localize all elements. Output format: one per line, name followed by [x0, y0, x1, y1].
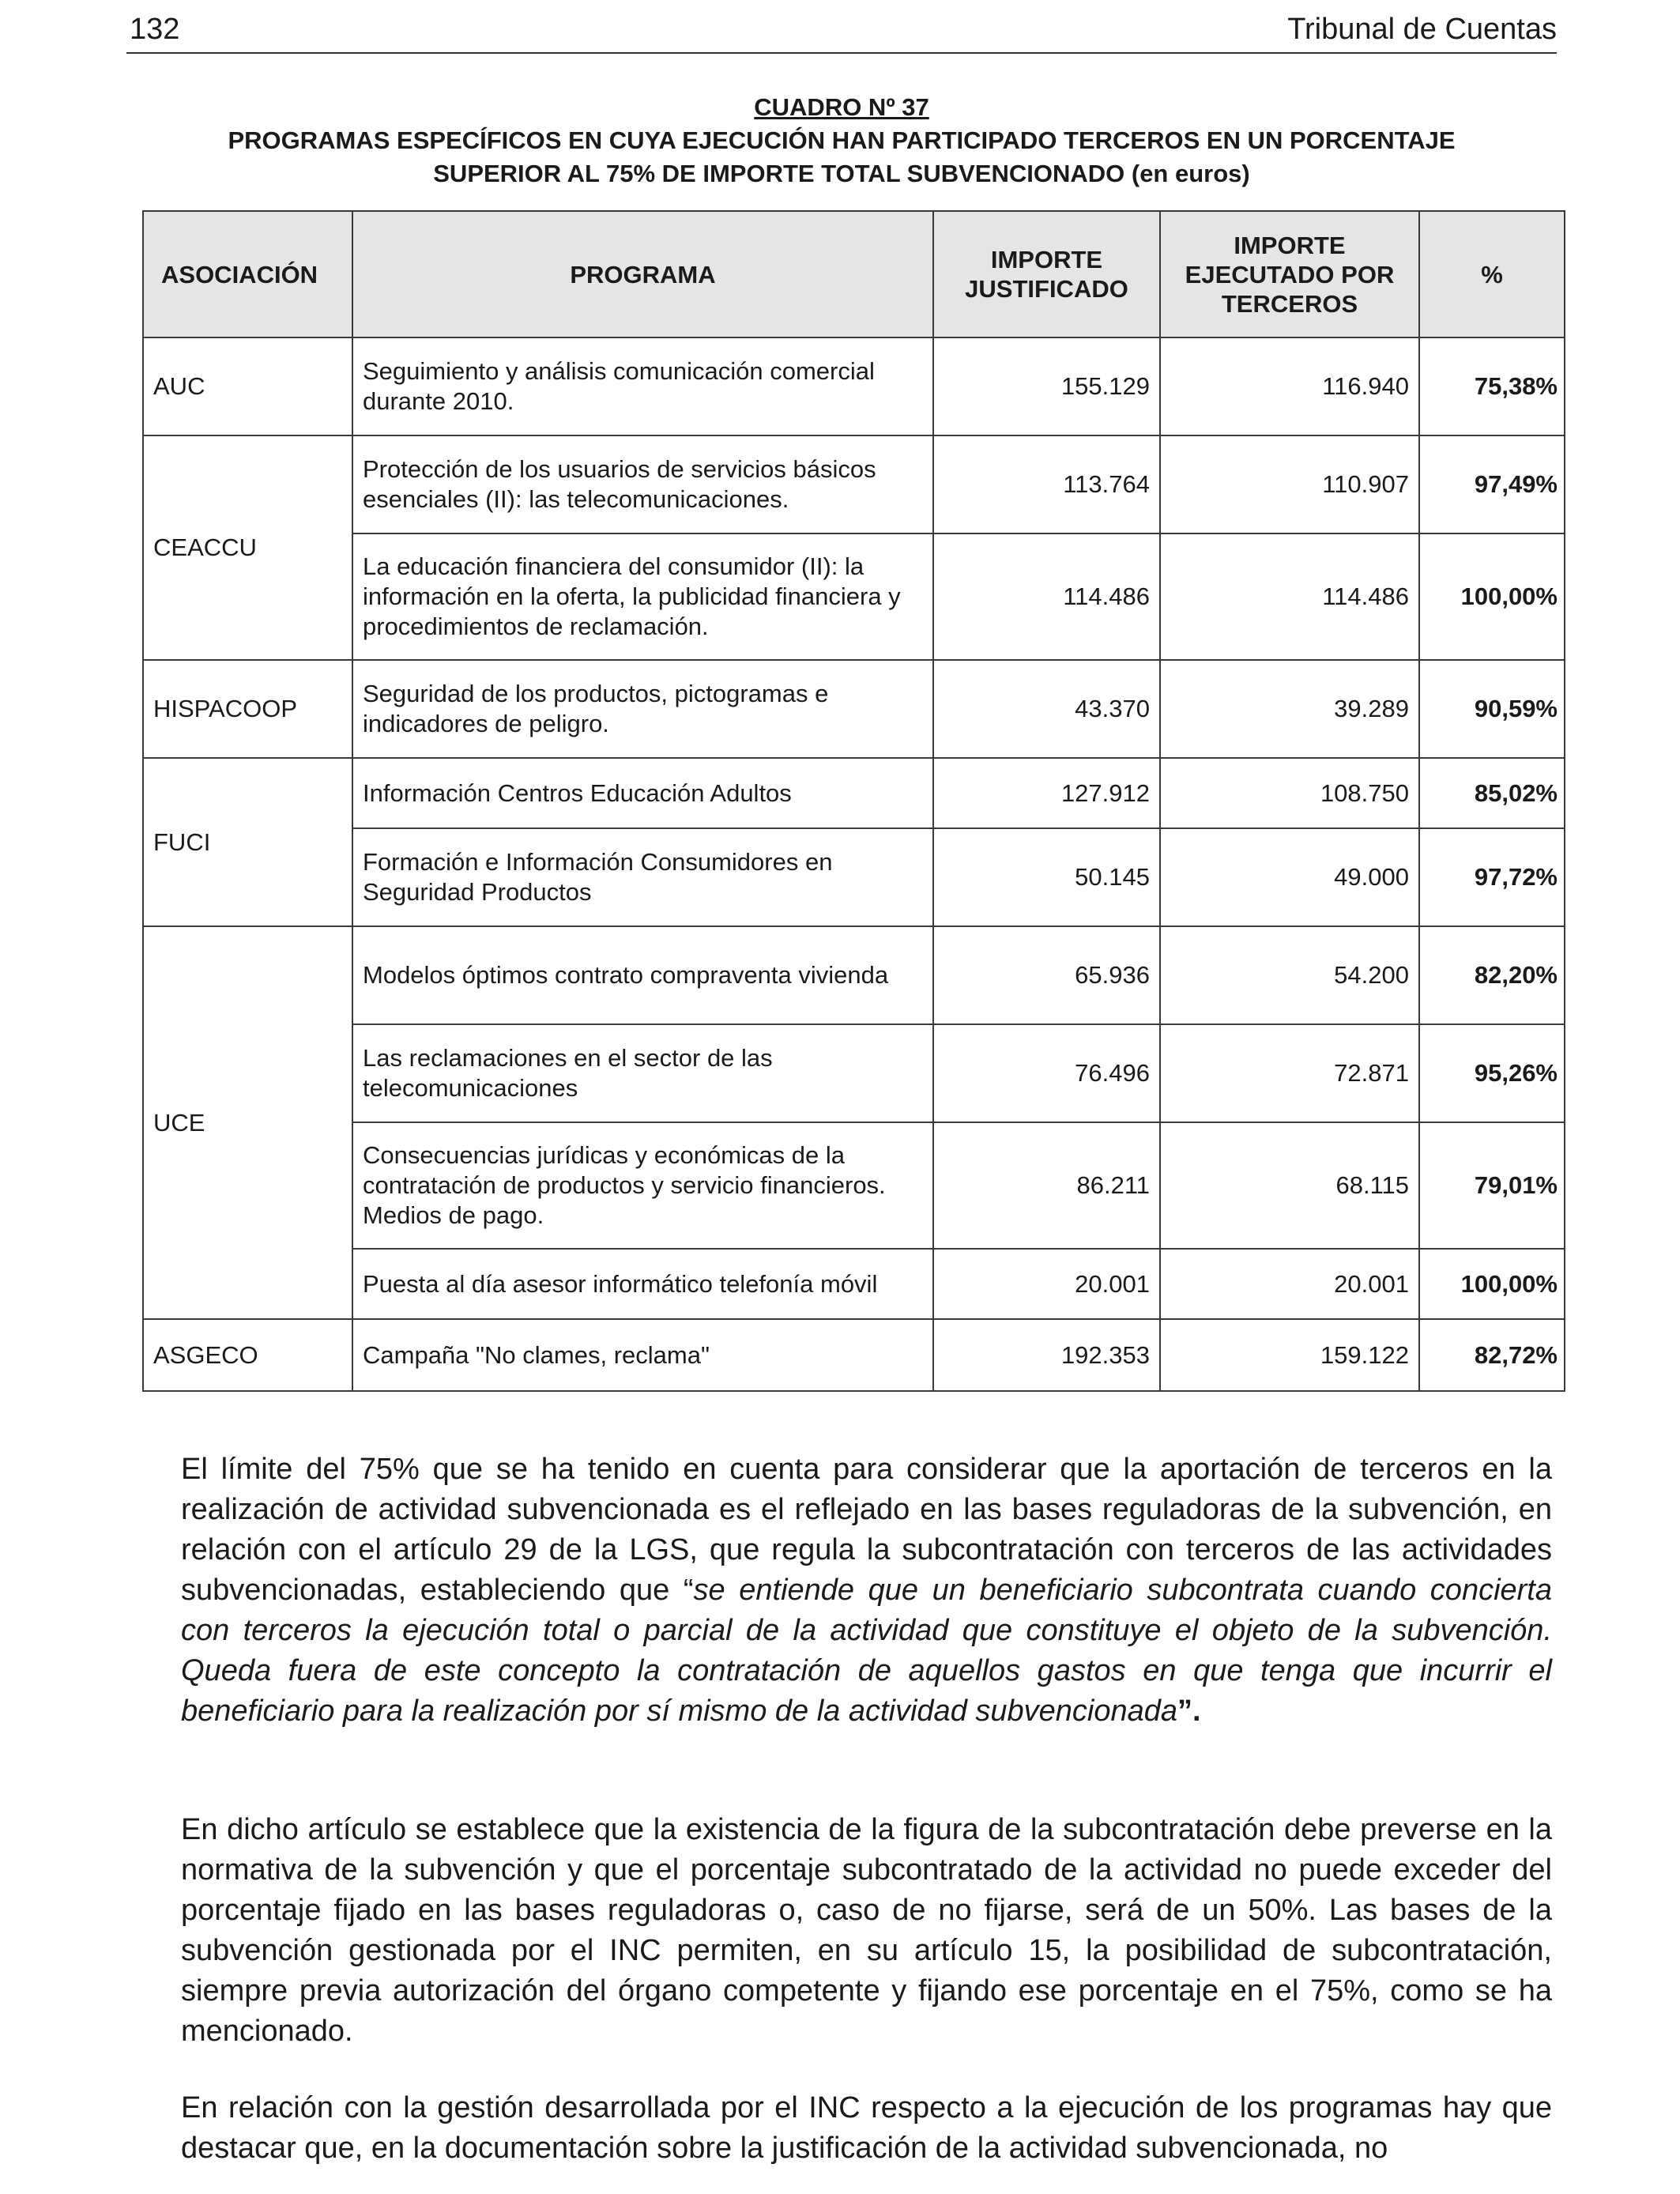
page-header: [126, 6, 1557, 54]
cell-programa: Consecuencias jurídicas y económicas de la contratación de productos y servicio financieros. Medios de pago.: [352, 1122, 933, 1249]
subsidy-table: [142, 210, 1565, 1392]
header-importe-ejecutado: IMPORTE EJECUTADO POR TERCEROS: [1160, 211, 1419, 337]
paragraph-1-intro: El límite del 75% que se ha tenido en cuenta para considerar que la aportación de terceros en la realización de actividad subvencionada es el reflejado en las bases reguladoras de la subvención, en relación con el artículo 29 de la LGS, que regula la subcontratación con terceros de las actividades subvencionadas, estableciendo que “: [181, 1453, 1552, 1607]
cell-importe-justificado: 127.912: [933, 758, 1160, 828]
cell-importe-ejecutado: 39.289: [1160, 660, 1419, 758]
table-row: [143, 828, 1565, 926]
table-row: [143, 660, 1565, 758]
cell-importe-justificado: 192.353: [933, 1319, 1160, 1391]
table-number: CUADRO Nº 37: [754, 93, 929, 121]
cell-importe-ejecutado: 114.486: [1160, 533, 1419, 660]
cell-importe-justificado: 50.145: [933, 828, 1160, 926]
cell-porcentaje: 82,72%: [1419, 1319, 1565, 1391]
header-porcentaje: %: [1419, 211, 1565, 337]
cell-porcentaje: 100,00%: [1419, 533, 1565, 660]
cell-importe-ejecutado: 20.001: [1160, 1249, 1419, 1319]
cell-importe-ejecutado: 110.907: [1160, 435, 1419, 533]
cell-porcentaje: 90,59%: [1419, 660, 1565, 758]
cell-importe-ejecutado: 49.000: [1160, 828, 1419, 926]
table-row: [143, 926, 1565, 1024]
cell-importe-ejecutado: 159.122: [1160, 1319, 1419, 1391]
cell-porcentaje: 85,02%: [1419, 758, 1565, 828]
cell-porcentaje: 100,00%: [1419, 1249, 1565, 1319]
cell-importe-ejecutado: 116.940: [1160, 337, 1419, 435]
table-row: [143, 435, 1565, 533]
cell-importe-justificado: 20.001: [933, 1249, 1160, 1319]
table-header-row: [143, 211, 1565, 337]
cell-asociacion: CEACCU: [143, 435, 352, 660]
cell-asociacion: ASGECO: [143, 1319, 352, 1391]
paragraph-subcontracting-limit: [181, 1449, 1552, 1732]
cell-porcentaje: 75,38%: [1419, 337, 1565, 435]
cell-programa: Seguridad de los productos, pictogramas e indicadores de peligro.: [352, 660, 933, 758]
cell-programa: Las reclamaciones en el sector de las telecomunicaciones: [352, 1024, 933, 1122]
cell-porcentaje: 97,72%: [1419, 828, 1565, 926]
cell-asociacion: UCE: [143, 926, 352, 1319]
cell-importe-justificado: 76.496: [933, 1024, 1160, 1122]
running-title: Tribunal de Cuentas: [1287, 13, 1557, 46]
table-row: [143, 758, 1565, 828]
table-title-line-2: SUPERIOR AL 75% DE IMPORTE TOTAL SUBVENCIONADO (en euros): [433, 160, 1250, 187]
cell-porcentaje: 97,49%: [1419, 435, 1565, 533]
legal-quote: se entiende que un beneficiario subcontrata cuando concierta con terceros la ejecución total o parcial de la actividad que constituye el objeto de la subvención. Queda fuera de este concepto la contratación de aquellos gastos en que tenga que incurrir el beneficiario para la realización por sí mismo de la actividad subvencionada: [181, 1574, 1552, 1728]
cell-programa: La educación financiera del consumidor (II): la información en la oferta, la publicidad financiera y procedimientos de reclamación.: [352, 533, 933, 660]
cell-importe-justificado: 114.486: [933, 533, 1160, 660]
cell-programa: Campaña "No clames, reclama": [352, 1319, 933, 1391]
paragraph-inc-management: En relación con la gestión desarrollada por el INC respecto a la ejecución de los programas hay que destacar que, en la documentación sobre la justificación de la actividad subvencionada, no: [181, 2091, 1552, 2165]
table-row: [143, 533, 1565, 660]
table-row: [143, 1249, 1565, 1319]
cell-porcentaje: 79,01%: [1419, 1122, 1565, 1249]
paragraph-subcontracting-rules: En dicho artículo se establece que la existencia de la figura de la subcontratación debe preverse en la normativa de la subvención y que el porcentaje subcontratado de la actividad no puede exceder del porcentaje fijado en las bases reguladoras o, caso de no fijarse, será de un 50%. Las bases de la subvención gestionada por el INC permiten, en su artículo 15, la posibilidad de subcontratación, siempre previa autorización del órgano competente y fijando ese porcentaje en el 75%, como se ha mencionado.: [181, 1813, 1552, 2048]
cell-importe-ejecutado: 72.871: [1160, 1024, 1419, 1122]
cell-importe-justificado: 43.370: [933, 660, 1160, 758]
table-row: [143, 1319, 1565, 1391]
header-programa: PROGRAMA: [352, 211, 933, 337]
cell-importe-ejecutado: 54.200: [1160, 926, 1419, 1024]
cell-programa: Modelos óptimos contrato compraventa vivienda: [352, 926, 933, 1024]
cell-importe-ejecutado: 68.115: [1160, 1122, 1419, 1249]
header-importe-justificado: IMPORTE JUSTIFICADO: [933, 211, 1160, 337]
table-caption: [126, 91, 1557, 190]
cell-porcentaje: 95,26%: [1419, 1024, 1565, 1122]
paragraph-1-end: ”.: [1177, 1695, 1201, 1728]
header-asociacion: ASOCIACIÓN: [143, 211, 352, 337]
cell-asociacion: AUC: [143, 337, 352, 435]
cell-asociacion: HISPACOOP: [143, 660, 352, 758]
cell-programa: Formación e Información Consumidores en Seguridad Productos: [352, 828, 933, 926]
cell-asociacion: FUCI: [143, 758, 352, 926]
table-row: [143, 1024, 1565, 1122]
table-title-line-1: PROGRAMAS ESPECÍFICOS EN CUYA EJECUCIÓN HAN PARTICIPADO TERCEROS EN UN PORCENTAJE: [228, 126, 1456, 154]
cell-importe-justificado: 155.129: [933, 337, 1160, 435]
table-row: [143, 337, 1565, 435]
cell-programa: Información Centros Educación Adultos: [352, 758, 933, 828]
cell-programa: Seguimiento y análisis comunicación comercial durante 2010.: [352, 337, 933, 435]
cell-importe-justificado: 113.764: [933, 435, 1160, 533]
cell-importe-ejecutado: 108.750: [1160, 758, 1419, 828]
page-number: 132: [130, 13, 180, 46]
cell-porcentaje: 82,20%: [1419, 926, 1565, 1024]
table-row: [143, 1122, 1565, 1249]
cell-importe-justificado: 65.936: [933, 926, 1160, 1024]
cell-programa: Puesta al día asesor informático telefonía móvil: [352, 1249, 933, 1319]
cell-importe-justificado: 86.211: [933, 1122, 1160, 1249]
cell-programa: Protección de los usuarios de servicios básicos esenciales (II): las telecomunicaciones.: [352, 435, 933, 533]
